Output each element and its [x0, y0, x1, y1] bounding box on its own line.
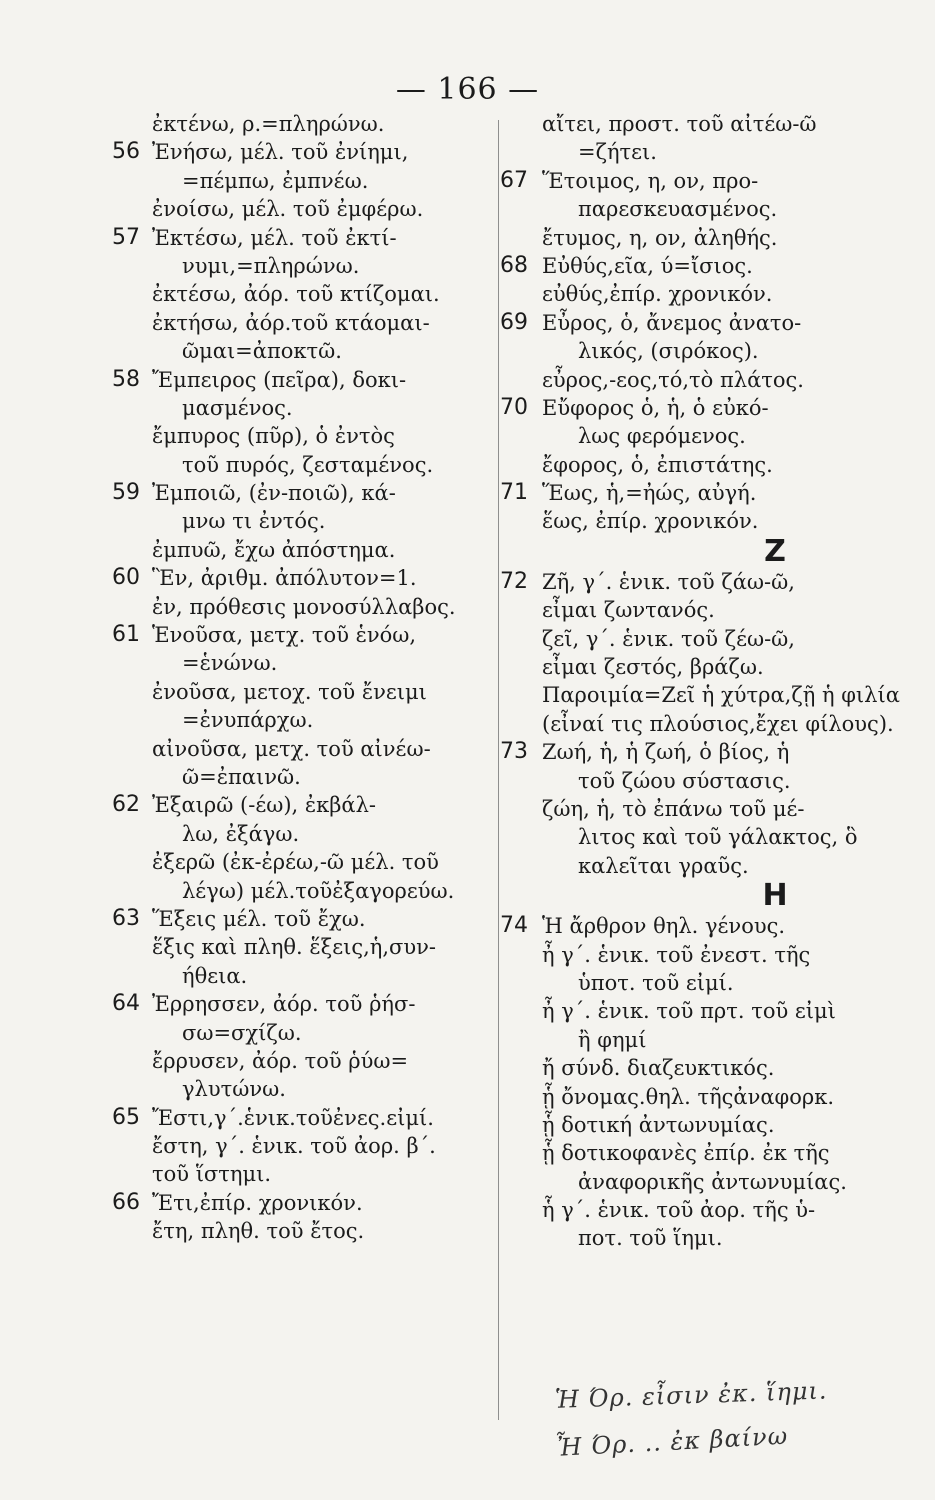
entry-text: ῶ=ἐπαινῶ.	[182, 764, 301, 789]
entry-text: Ζωή, ἡ, ἡ ζωή, ὁ βίος, ἡ	[542, 740, 790, 765]
entry-number: 69	[500, 309, 528, 335]
entry-number: 60	[112, 565, 140, 591]
entry-text: ᾗ δοτική ἀντωνυμίας.	[542, 1112, 775, 1137]
entry-text: ἤ σύνδ. διαζευκτικός.	[542, 1056, 775, 1081]
right-entry-line	[500, 394, 890, 422]
left-entry-line	[112, 990, 497, 1018]
right-column	[500, 110, 900, 1253]
left-entry-line	[112, 820, 497, 848]
entry-text: σω=σχίζω.	[182, 1020, 302, 1045]
left-entry-line	[112, 1217, 497, 1245]
entry-text: ἔτυμος, η, ον, ἀληθής.	[542, 225, 778, 250]
handwritten-note-1: Ἡ Όρ. εἶσιν ἐκ. ἵημι.	[554, 1376, 828, 1414]
right-entry-line	[500, 252, 890, 280]
right-entry-line	[500, 110, 890, 138]
right-entry-line	[500, 568, 890, 596]
entry-text: εὐθύς,ἐπίρ. χρονικόν.	[542, 282, 773, 307]
entry-text: Ἐρρησσεν, ἀόρ. τοῦ ῥήσ-	[152, 992, 416, 1017]
left-entry-line	[112, 649, 497, 677]
left-entry-line	[112, 877, 497, 905]
entry-text: ἕξις καὶ πληθ. ἕξεις,ἡ,συν-	[152, 935, 437, 960]
right-entry-line	[500, 1168, 890, 1196]
entry-text: ζώη, ἡ, τὸ ἐπάνω τοῦ μέ-	[542, 796, 805, 821]
left-entry-line	[112, 536, 497, 564]
entry-text: ζεῖ, γ΄. ἑνικ. τοῦ ζέω-ῶ,	[542, 626, 795, 651]
entry-text: ήθεια.	[182, 963, 248, 988]
entry-text: ῶμαι=ἀποκτῶ.	[182, 339, 342, 364]
right-entry-line	[500, 1139, 890, 1167]
left-entry-line	[112, 167, 497, 195]
entry-text: μασμένος.	[182, 395, 293, 420]
right-entry-line	[500, 738, 890, 766]
entry-number: 61	[112, 622, 140, 648]
right-entry-line	[500, 852, 890, 880]
left-entry-line	[112, 621, 497, 649]
entry-text: εἶμαι ζωντανός.	[542, 598, 715, 623]
right-entry-line	[500, 422, 890, 450]
entry-text: τοῦ ζώου σύστασις.	[578, 768, 791, 793]
entry-number: 67	[500, 167, 528, 193]
entry-text: Εὔφορος ὁ, ἡ, ὁ εὐκό-	[542, 395, 769, 420]
left-entry-line	[112, 1047, 497, 1075]
entry-text: παρεσκευασμένος.	[578, 197, 778, 222]
entry-number: 71	[500, 480, 528, 506]
section-letter-heading: Ζ	[764, 533, 786, 569]
entry-number: 58	[112, 366, 140, 392]
right-entry-line	[500, 1196, 890, 1224]
entry-text: ἔφορος, ὁ, ἐπιστάτης.	[542, 452, 773, 477]
entry-text: Ἓν, ἀριθμ. ἀπόλυτον=1.	[152, 566, 417, 591]
right-entry-line	[500, 309, 890, 337]
entry-text: ᾗ ὄνομας.θηλ. τῆςἀναφορκ.	[542, 1084, 835, 1109]
entry-text: ἔστη, γ΄. ἑνικ. τοῦ ἀορ. β΄.	[152, 1134, 436, 1159]
left-entry-line	[112, 280, 497, 308]
left-entry-line	[112, 337, 497, 365]
entry-text: ἐνοίσω, μέλ. τοῦ ἐμφέρω.	[152, 197, 424, 222]
entry-text: λιτος καὶ τοῦ γάλακτος, ὃ	[578, 825, 858, 850]
left-entry-line	[112, 962, 497, 990]
right-entry-line	[500, 507, 890, 535]
right-entry-line	[500, 823, 890, 851]
entry-number: 65	[112, 1104, 140, 1130]
entry-text: αἴτει, προστ. τοῦ αἰτέω-ῶ	[542, 112, 817, 136]
entry-number: 66	[112, 1189, 140, 1215]
entry-text: ἐκτένω, ρ.=πληρώνω.	[152, 112, 385, 136]
entry-text: ἐκτήσω, ἀόρ.τοῦ κτάομαι-	[152, 310, 430, 335]
entry-text: εἶμαι ζεστός, βράζω.	[542, 655, 764, 680]
right-entry-line	[500, 1026, 890, 1054]
entry-number: 62	[112, 792, 140, 818]
entry-number: 68	[500, 252, 528, 278]
entry-text: εὖρος,-εος,τό,τὸ πλάτος.	[542, 367, 804, 392]
entry-text: ἐν, πρόθεσις μονοσύλλαβος.	[152, 594, 456, 619]
right-entry-line	[500, 337, 890, 365]
entry-text: Ζῆ, γ΄. ἑνικ. τοῦ ζάω-ῶ,	[542, 569, 795, 594]
right-entry-line	[500, 1083, 890, 1111]
handwritten-note-2: Ἦ Όρ. .. ἐκ βαίνω	[554, 1421, 789, 1462]
entry-number: 57	[112, 224, 140, 250]
left-entry-line	[112, 735, 497, 763]
right-entry-line	[500, 596, 890, 624]
entry-text: ποτ. τοῦ ἵημι.	[578, 1226, 723, 1251]
right-entry-line	[500, 681, 900, 709]
entry-number: 70	[500, 394, 528, 420]
left-entry-line	[112, 791, 497, 819]
section-letter-heading: Η	[762, 878, 788, 914]
entry-text: Ἐκτέσω, μέλ. τοῦ ἐκτί-	[152, 225, 397, 250]
entry-text: λως φερόμενος.	[578, 424, 746, 449]
left-entry-line	[112, 451, 497, 479]
entry-text: ἐκτέσω, ἀόρ. τοῦ κτίζομαι.	[152, 282, 440, 307]
right-entry-line	[500, 912, 890, 940]
entry-text: Ἔστι,γ΄.ἑνικ.τοῦἐνες.εἰμί.	[152, 1105, 434, 1130]
entry-text: ἀναφορικῆς ἀντωνυμίας.	[578, 1169, 847, 1194]
right-entry-line	[500, 195, 890, 223]
entry-text: λέγω) μέλ.τοῦἐξαγορεύω.	[182, 878, 455, 903]
entry-text: Ἔμπειρος (πεῖρα), δοκι-	[152, 367, 407, 392]
entry-text: =ἐνυπάρχω.	[182, 708, 314, 733]
entry-text: Ἕξεις μέλ. τοῦ ἔχω.	[152, 906, 366, 931]
right-entry-line	[500, 479, 890, 507]
entry-text: ἕως, ἐπίρ. χρονικόν.	[542, 509, 759, 534]
entry-number: 64	[112, 991, 140, 1017]
entry-text: ὑποτ. τοῦ εἰμί.	[578, 970, 734, 995]
right-entry-line	[500, 1224, 890, 1252]
entry-text: Ἡ ἄρθρον θηλ. γένους.	[542, 914, 786, 939]
right-entry-line	[500, 997, 890, 1025]
left-entry-line	[112, 564, 497, 592]
entry-number: 72	[500, 568, 528, 594]
left-entry-line	[112, 678, 497, 706]
right-entry-line	[500, 167, 890, 195]
entry-text: μνω τι ἐντός.	[182, 509, 326, 534]
entry-text: ᾗ δοτικοφανὲς ἐπίρ. ἐκ τῆς	[542, 1141, 830, 1166]
entry-text: Ἕως, ἡ,=ἠώς, αὐγή.	[542, 481, 757, 506]
entry-text: Ἔτι,ἐπίρ. χρονικόν.	[152, 1190, 363, 1215]
entry-text: τοῦ πυρός, ζεσταμένος.	[182, 452, 434, 477]
entry-text: ἧ γ΄. ἑνικ. τοῦ ἀορ. τῆς ὑ-	[542, 1198, 816, 1223]
left-entry-line	[112, 763, 497, 791]
left-entry-line	[112, 138, 497, 166]
left-entry-line	[112, 1104, 497, 1132]
entry-text: =ζήτει.	[578, 140, 657, 165]
entry-text: Ἐμποιῶ, (ἐν-ποιῶ), κά-	[152, 481, 396, 506]
right-entry-line	[500, 653, 890, 681]
left-entry-line	[112, 366, 497, 394]
left-entry-line	[112, 706, 497, 734]
entry-text: λικός, (σιρόκος).	[578, 339, 759, 364]
entry-text: (εἶναί τις πλούσιος,ἔχει φίλους).	[542, 711, 894, 736]
entry-text: ἐνοῦσα, μετοχ. τοῦ ἔνειμι	[152, 679, 427, 704]
column-divider	[498, 120, 499, 1420]
right-entry-line	[500, 795, 890, 823]
right-entry-line	[500, 138, 890, 166]
entry-text: =ἑνώνω.	[182, 651, 278, 676]
entry-text: ἦ γ΄. ἑνικ. τοῦ ἐνεστ. τῆς	[542, 942, 811, 967]
left-entry-line	[112, 252, 497, 280]
entry-text: ἔμπυρος (πῦρ), ὁ ἐντὸς	[152, 424, 395, 449]
left-entry-line	[112, 1160, 497, 1188]
right-entry-line	[500, 1054, 890, 1082]
entry-text: ἔρρυσεν, ἀόρ. τοῦ ῥύω=	[152, 1048, 409, 1073]
entry-text: Ἐνήσω, μέλ. τοῦ ἐνίημι,	[152, 140, 409, 165]
left-entry-line	[112, 1132, 497, 1160]
left-entry-line	[112, 110, 497, 138]
left-entry-line	[112, 1075, 497, 1103]
entry-text: Ἕτοιμος, η, ον, προ-	[542, 168, 759, 193]
left-entry-line	[112, 1019, 497, 1047]
entry-text: Εὖρος, ὁ, ἄνεμος ἀνατο-	[542, 310, 802, 335]
entry-text: Ἐξαιρῶ (-έω), ἐκβάλ-	[152, 793, 376, 818]
right-entry-line	[500, 941, 890, 969]
left-entry-line	[112, 905, 497, 933]
left-entry-line	[112, 394, 497, 422]
left-entry-line	[112, 933, 497, 961]
left-entry-line	[112, 848, 497, 876]
page-number: — 166 —	[395, 72, 540, 107]
entry-text: καλεῖται γραῦς.	[578, 853, 749, 878]
entry-text: ἢ φημί	[578, 1027, 647, 1052]
left-entry-line	[112, 1189, 497, 1217]
left-entry-line	[112, 593, 497, 621]
right-entry-line	[500, 451, 890, 479]
entry-number: 59	[112, 480, 140, 506]
right-entry-line	[500, 969, 890, 997]
left-entry-line	[112, 422, 497, 450]
entry-text: Παροιμία=Ζεῖ ἡ χύτρα,ζῇ ἡ φιλία	[542, 683, 900, 708]
entry-text: ἐξερῶ (ἐκ-ἐρέω,-ῶ μέλ. τοῦ	[152, 850, 439, 875]
entry-number: 56	[112, 139, 140, 165]
entry-text: =πέμπω, ἐμπνέω.	[182, 168, 369, 193]
left-column	[112, 110, 497, 1246]
left-entry-line	[112, 224, 497, 252]
entry-number: 73	[500, 739, 528, 765]
entry-text: αἰνοῦσα, μετχ. τοῦ αἰνέω-	[152, 736, 431, 761]
entry-text: τοῦ ἵστημι.	[152, 1162, 272, 1187]
entry-number: 63	[112, 905, 140, 931]
left-entry-line	[112, 309, 497, 337]
right-entry-line	[500, 1111, 890, 1139]
entry-text: ἔτη, πληθ. τοῦ ἔτος.	[152, 1219, 365, 1244]
entry-text: Ἑνοῦσα, μετχ. τοῦ ἑνόω,	[152, 623, 417, 648]
entry-text: νυμι,=πληρώνω.	[182, 253, 360, 278]
left-entry-line	[112, 195, 497, 223]
entry-number: 74	[500, 913, 528, 939]
right-entry-line	[500, 366, 890, 394]
entry-text: γλυτώνω.	[182, 1077, 286, 1102]
right-entry-line	[500, 625, 890, 653]
right-entry-line	[500, 280, 890, 308]
entry-text: ἦ γ΄. ἑνικ. τοῦ πρτ. τοῦ εἰμὶ	[542, 999, 836, 1024]
left-entry-line	[112, 479, 497, 507]
entry-text: ἐμπυῶ, ἔχω ἀπόστημα.	[152, 537, 396, 562]
right-entry-line	[500, 767, 890, 795]
right-entry-line	[500, 224, 890, 252]
entry-text: λω, ἐξάγω.	[182, 821, 300, 846]
entry-text: Εὐθύς,εῖα, ύ=ἴσιος.	[542, 253, 753, 278]
left-entry-line	[112, 507, 497, 535]
right-entry-line	[500, 710, 894, 738]
